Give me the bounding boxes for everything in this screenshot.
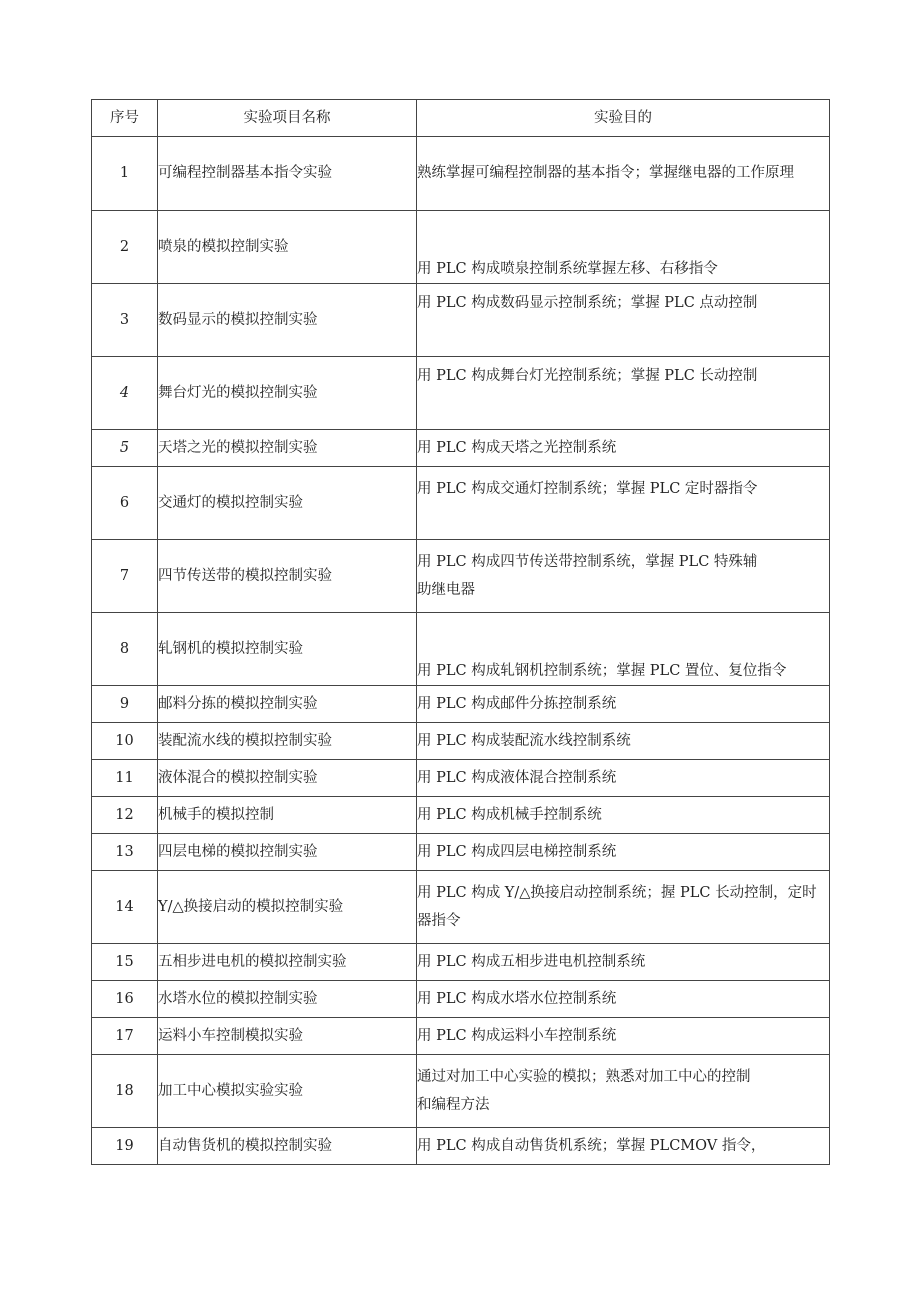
experiment-aim xyxy=(417,1055,830,1128)
experiment-aim: 用 PLC 构成五相步进电机控制系统 xyxy=(417,944,830,981)
table-row xyxy=(92,540,830,613)
row-number: 15 xyxy=(92,944,158,981)
table-row xyxy=(92,1128,830,1165)
experiment-name: 自动售货机的模拟控制实验 xyxy=(158,1128,417,1165)
experiment-name: 运料小车控制模拟实验 xyxy=(158,1018,417,1055)
row-number: 1 xyxy=(92,137,158,211)
table-row xyxy=(92,1055,830,1128)
row-number: 6 xyxy=(92,467,158,540)
row-number: 3 xyxy=(92,284,158,357)
experiment-aim: 熟练掌握可编程控制器的基本指令；掌握继电器的工作原理 xyxy=(417,137,830,211)
row-number: 18 xyxy=(92,1055,158,1128)
experiment-name: 数码显示的模拟控制实验 xyxy=(158,284,417,357)
table-row xyxy=(92,211,830,284)
table-row xyxy=(92,723,830,760)
experiment-aim: 用 PLC 构成液体混合控制系统 xyxy=(417,760,830,797)
row-number: 16 xyxy=(92,981,158,1018)
experiment-aim: 用 PLC 构成天塔之光控制系统 xyxy=(417,430,830,467)
table-row xyxy=(92,357,830,430)
table-row xyxy=(92,797,830,834)
experiment-aim-text: 用 PLC 构成四节传送带控制系统，掌握 PLC 特殊辅助继电器 xyxy=(417,554,758,598)
row-number: 8 xyxy=(92,613,158,686)
experiment-aim: 用 PLC 构成邮件分拣控制系统 xyxy=(417,686,830,723)
experiment-aim: 用 PLC 构成舞台灯光控制系统；掌握 PLC 长动控制 xyxy=(417,357,830,430)
experiment-aim-text: 用 PLC 构成交通灯控制系统；掌握 PLC 定时器指令 xyxy=(417,481,758,497)
experiment-aim xyxy=(417,540,830,613)
table-row xyxy=(92,613,830,686)
experiment-name: 五相步进电机的模拟控制实验 xyxy=(158,944,417,981)
table-row xyxy=(92,430,830,467)
experiment-aim: 用 PLC 构成机械手控制系统 xyxy=(417,797,830,834)
experiment-aim-text: 通过对加工中心实验的模拟；熟悉对加工中心的控制和编程方法 xyxy=(417,1069,751,1113)
experiment-aim: 用 PLC 构成四层电梯控制系统 xyxy=(417,834,830,871)
table-row xyxy=(92,686,830,723)
header-name: 实验项目名称 xyxy=(158,100,417,137)
table-row xyxy=(92,1018,830,1055)
header-no: 序号 xyxy=(92,100,158,137)
experiment-name: 天塔之光的模拟控制实验 xyxy=(158,430,417,467)
table-row xyxy=(92,760,830,797)
experiment-aim xyxy=(417,467,830,540)
experiment-name: 交通灯的模拟控制实验 xyxy=(158,467,417,540)
experiment-aim: 用 PLC 构成喷泉控制系统掌握左移、右移指令 xyxy=(417,211,830,284)
row-number: 9 xyxy=(92,686,158,723)
table-row xyxy=(92,137,830,211)
experiment-aim: 用 PLC 构成轧钢机控制系统；掌握 PLC 置位、复位指令 xyxy=(417,613,830,686)
row-number: 7 xyxy=(92,540,158,613)
experiment-name: 舞台灯光的模拟控制实验 xyxy=(158,357,417,430)
experiment-aim: 用 PLC 构成运料小车控制系统 xyxy=(417,1018,830,1055)
experiment-aim-text: 用 PLC 构成 Y/△换接启动控制系统；握 PLC 长动控制，定时器指令 xyxy=(417,885,817,929)
row-number: 14 xyxy=(92,871,158,944)
experiment-name: 轧钢机的模拟控制实验 xyxy=(158,613,417,686)
experiment-table xyxy=(91,99,830,1165)
experiment-name: 喷泉的模拟控制实验 xyxy=(158,211,417,284)
table-row xyxy=(92,834,830,871)
experiment-name: 四层电梯的模拟控制实验 xyxy=(158,834,417,871)
row-number: 17 xyxy=(92,1018,158,1055)
experiment-aim: 用 PLC 构成装配流水线控制系统 xyxy=(417,723,830,760)
experiment-name: 液体混合的模拟控制实验 xyxy=(158,760,417,797)
experiment-aim: 用 PLC 构成数码显示控制系统；掌握 PLC 点动控制 xyxy=(417,284,830,357)
header-aim: 实验目的 xyxy=(417,100,830,137)
experiment-name: 机械手的模拟控制 xyxy=(158,797,417,834)
table-row xyxy=(92,944,830,981)
row-number: 10 xyxy=(92,723,158,760)
experiment-name: 邮料分拣的模拟控制实验 xyxy=(158,686,417,723)
table-header-row xyxy=(92,100,830,137)
experiment-aim: 用 PLC 构成水塔水位控制系统 xyxy=(417,981,830,1018)
row-number: 19 xyxy=(92,1128,158,1165)
row-number: 2 xyxy=(92,211,158,284)
experiment-name: 加工中心模拟实验实验 xyxy=(158,1055,417,1128)
experiment-name: 水塔水位的模拟控制实验 xyxy=(158,981,417,1018)
experiment-aim: 用 PLC 构成自动售货机系统；掌握 PLCMOV 指令， xyxy=(417,1128,830,1165)
row-number: 4 xyxy=(92,357,158,430)
row-number: 11 xyxy=(92,760,158,797)
experiment-name: 装配流水线的模拟控制实验 xyxy=(158,723,417,760)
table-row xyxy=(92,467,830,540)
experiment-name: Y/△换接启动的模拟控制实验 xyxy=(158,871,417,944)
row-number: 13 xyxy=(92,834,158,871)
experiment-aim xyxy=(417,871,830,944)
table-row xyxy=(92,871,830,944)
experiment-name: 可编程控制器基本指令实验 xyxy=(158,137,417,211)
row-number: 12 xyxy=(92,797,158,834)
experiment-name: 四节传送带的模拟控制实验 xyxy=(158,540,417,613)
table-row xyxy=(92,981,830,1018)
row-number: 5 xyxy=(92,430,158,467)
table-row xyxy=(92,284,830,357)
